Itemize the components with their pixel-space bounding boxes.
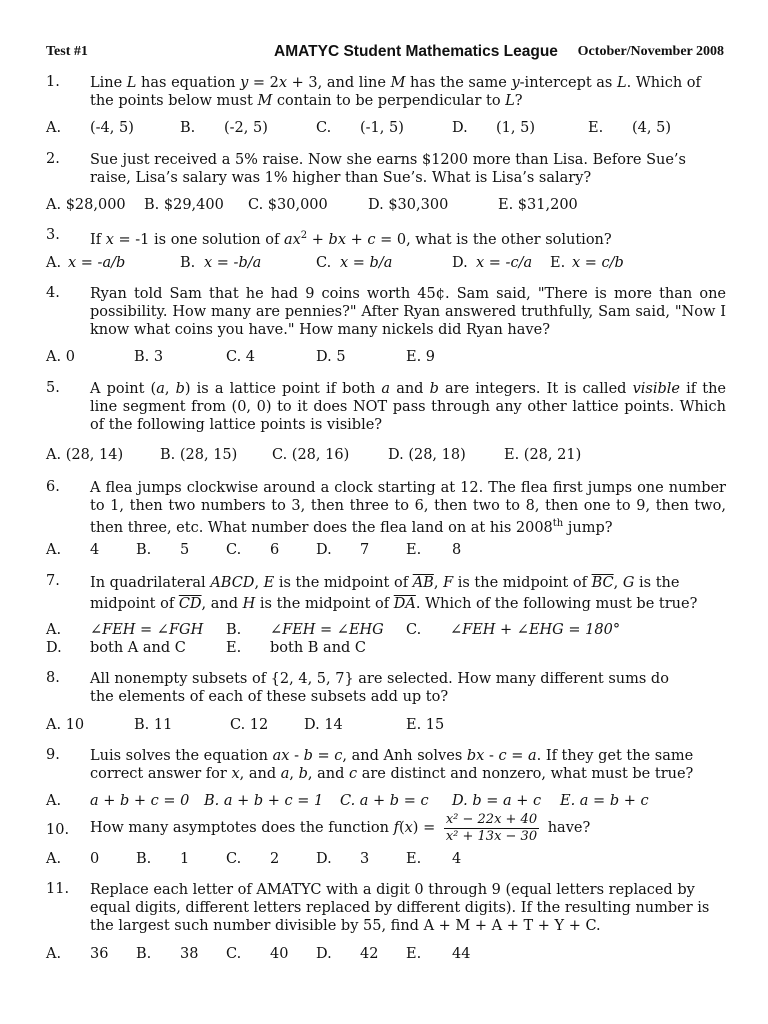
choice-text: B. xyxy=(136,542,152,558)
text-run: A point ( xyxy=(90,381,157,397)
choice-text: 3 xyxy=(360,851,370,867)
text-run: and xyxy=(390,381,430,397)
choice-text: D. 14 xyxy=(304,717,343,733)
text-run: c xyxy=(367,231,376,248)
choice-text: E. (28, 21) xyxy=(504,447,582,463)
choice-text: B. xyxy=(180,255,196,271)
choice-text: B. xyxy=(136,946,152,962)
choice-text: B. a + b + c = 1 xyxy=(204,793,324,809)
question-8 xyxy=(46,670,726,706)
text-run: -intercept as xyxy=(519,75,617,91)
choice-text: C. (28, 16) xyxy=(272,447,350,463)
choice-text: 2 xyxy=(270,851,280,867)
question-text: All nonempty subsets of {2, 4, 5, 7} are selected. How many different sums do the elements of each of these subsets add up to? xyxy=(90,671,669,705)
text-run: , xyxy=(254,575,264,591)
answer-choices xyxy=(46,792,726,810)
choice-text: B. (28, 15) xyxy=(160,447,238,463)
text-run: x xyxy=(278,75,288,91)
choice-text: C. xyxy=(316,120,332,136)
choice-text: C. 4 xyxy=(226,349,256,365)
text-run: is the midpoint of xyxy=(453,575,592,591)
choice-text: (-1, 5) xyxy=(360,120,404,136)
choice-text: C. a + b = c xyxy=(340,793,429,809)
choice-text: D. b = a + c xyxy=(452,793,542,809)
question-number: 3. xyxy=(46,227,60,243)
answer-choices xyxy=(46,850,726,868)
choice-text: 42 xyxy=(360,946,379,962)
choice-text: (4, 5) xyxy=(632,120,671,136)
choice-text: x = -b/a xyxy=(204,255,262,271)
text-run: a xyxy=(156,381,165,397)
question-1 xyxy=(46,74,726,110)
question-text: Sue just received a 5% raise. Now she earns $1200 more than Lisa. Before Sue’s raise, Lisa’s salary was 1% higher than Sue’s. What is Lisa’s salary? xyxy=(90,152,686,186)
text-run: , xyxy=(613,575,623,591)
text-run: Luis solves the equation xyxy=(90,748,273,764)
choice-text: C. xyxy=(226,851,242,867)
choice-text: B. $29,400 xyxy=(144,197,224,213)
text-run: . Which of the points below must xyxy=(90,75,701,109)
choice-text: 4 xyxy=(452,851,462,867)
choice-text: ∠FEH = ∠EHG xyxy=(270,622,384,638)
choice-text: C. xyxy=(226,946,242,962)
choice-text: E. xyxy=(406,946,422,962)
text-run: bx xyxy=(328,231,346,248)
choice-text: E. xyxy=(550,255,566,271)
text-run: y xyxy=(240,75,249,91)
question-7 xyxy=(46,573,726,615)
choice-text: B. xyxy=(136,851,152,867)
fraction xyxy=(444,812,539,845)
question-text xyxy=(90,227,726,249)
text-run: x xyxy=(404,820,413,836)
choice-text: C. xyxy=(316,255,332,271)
text-run: bx xyxy=(466,748,485,764)
answer-choices xyxy=(46,621,726,639)
denominator: x² + 13x − 30 xyxy=(445,828,538,844)
text-run: x xyxy=(105,231,114,248)
text-run: 2 xyxy=(300,230,308,241)
question-text: Replace each letter of AMATYC with a digit 0 through 9 (equal letters replaced by equal digits, different letters replaced by different digits). If the resulting number is the largest such number divisible by 55, find A + M + A + T + Y + C. xyxy=(90,882,710,934)
text-run: L xyxy=(505,93,515,109)
choice-text: E. xyxy=(406,851,422,867)
choice-text: 8 xyxy=(452,542,462,558)
choice-text: A. 10 xyxy=(46,717,85,733)
question-5 xyxy=(46,380,726,434)
question-number: 2. xyxy=(46,151,60,167)
test-date: October/November 2008 xyxy=(577,44,724,59)
question-text xyxy=(90,573,726,615)
text-run: ax xyxy=(283,231,301,248)
choice-text: D. xyxy=(316,542,332,558)
text-run: G xyxy=(622,575,635,591)
text-run: , xyxy=(433,575,444,591)
text-run: th xyxy=(552,518,564,529)
answer-choices xyxy=(46,945,726,963)
choice-text: 7 xyxy=(360,542,370,558)
text-run: . If they get the same correct answer for xyxy=(90,748,694,782)
text-run: , and xyxy=(239,766,281,782)
question-number: 6. xyxy=(46,479,60,495)
test-number: Test #1 xyxy=(46,44,88,59)
numerator: x² − 22x + 40 xyxy=(445,811,538,827)
text-run: = xyxy=(312,748,335,764)
text-run: = 2 xyxy=(248,75,279,91)
question-number: 9. xyxy=(46,747,60,763)
text-run: In quadrilateral xyxy=(90,575,211,591)
question-number: 11. xyxy=(46,881,70,897)
choice-text: D. xyxy=(316,946,332,962)
answer-choices xyxy=(46,716,726,734)
text-run: $\overline{CD}$ xyxy=(178,596,202,612)
choice-text: A. xyxy=(46,946,62,962)
choice-text: (-4, 5) xyxy=(90,120,134,136)
text-run: , and Anh solves xyxy=(342,748,467,764)
choice-text: x = -c/a xyxy=(476,255,533,271)
choice-text: 5 xyxy=(180,542,190,558)
text-run: c xyxy=(334,748,343,764)
question-number: 8. xyxy=(46,670,60,686)
answer-choices xyxy=(46,541,726,559)
text-run: A flea jumps clockwise around a clock starting at 12. The flea first jumps one number to 1, then two numbers to 3, then three to 6, then two to 8, then one to 9, then two, then three, etc. What number does the flea land on at his 2008 xyxy=(90,480,726,536)
text-run: ( xyxy=(398,820,405,836)
text-run: ? xyxy=(514,93,523,109)
text-run: c xyxy=(498,748,507,764)
text-run: + 3, and line xyxy=(287,75,391,91)
answer-choices xyxy=(46,196,726,214)
choice-text: E. 15 xyxy=(406,717,445,733)
choice-text: both B and C xyxy=(270,640,367,656)
choice-text: (-2, 5) xyxy=(224,120,268,136)
question-number: 1. xyxy=(46,74,60,90)
choice-text: ∠FEH = ∠FGH xyxy=(90,622,204,638)
choice-text: D. (28, 18) xyxy=(388,447,466,463)
question-10 xyxy=(46,810,726,846)
choice-text: E. $31,200 xyxy=(498,197,578,213)
text-run: L xyxy=(617,75,627,91)
choice-text: D. xyxy=(46,640,62,656)
text-run: is the midpoint of xyxy=(274,575,413,591)
text-run: = xyxy=(506,748,528,764)
question-number: 7. xyxy=(46,573,60,589)
answer-choices xyxy=(46,119,726,137)
text-run: M xyxy=(257,93,273,109)
choice-text: E. xyxy=(588,120,604,136)
text-run: is the midpoint of xyxy=(90,575,680,612)
question-number: 5. xyxy=(46,380,60,396)
choice-text: A. xyxy=(46,120,62,136)
text-run: have? xyxy=(543,820,591,836)
league-title: AMATYC Student Mathematics League xyxy=(274,43,558,60)
choice-text: 36 xyxy=(90,946,109,962)
choice-text: E. xyxy=(226,640,242,656)
choice-text: A. xyxy=(46,255,62,271)
text-run: ) is a lattice point if both xyxy=(184,381,382,397)
text-run: M xyxy=(390,75,406,91)
text-run: How many asymptotes does the function xyxy=(90,820,394,836)
text-run: - xyxy=(289,748,304,764)
text-run: If xyxy=(90,231,106,248)
question-3 xyxy=(46,227,726,249)
text-run: $\overline{BC}$ xyxy=(591,575,614,591)
choice-text: C. xyxy=(406,622,422,638)
choice-text: 1 xyxy=(180,851,190,867)
text-run: b xyxy=(429,381,439,397)
question-text xyxy=(90,74,726,110)
question-text xyxy=(90,479,726,537)
choice-text: x = c/b xyxy=(572,255,624,271)
text-run: , xyxy=(289,766,299,782)
text-run: a xyxy=(280,766,290,782)
choice-text: D. 5 xyxy=(316,349,346,365)
choice-text: x = b/a xyxy=(340,255,393,271)
text-run: $\overline{DA}$ xyxy=(393,596,416,612)
choice-text: D. xyxy=(452,120,468,136)
choice-text: D. xyxy=(316,851,332,867)
text-run: b xyxy=(298,766,308,782)
question-text xyxy=(90,810,726,846)
text-run: = -1 is one solution of xyxy=(113,231,284,248)
choice-text: C. $30,000 xyxy=(248,197,328,213)
text-run: = 0, what is the other solution? xyxy=(375,231,612,248)
choice-text: B. xyxy=(180,120,196,136)
question-4 xyxy=(46,285,726,339)
choice-text: (1, 5) xyxy=(496,120,535,136)
choice-text: E. 9 xyxy=(406,349,436,365)
text-run: y xyxy=(511,75,520,91)
text-run: + xyxy=(346,231,368,248)
choice-text: C. xyxy=(226,542,242,558)
choice-text: 6 xyxy=(270,542,280,558)
text-run: E xyxy=(263,575,275,591)
text-run: is the midpoint of xyxy=(255,596,394,612)
choice-text: B. xyxy=(226,622,242,638)
text-run: f xyxy=(393,820,399,836)
choice-text: 40 xyxy=(270,946,289,962)
choice-text: both A and C xyxy=(90,640,186,656)
choice-text: A. (28, 14) xyxy=(46,447,124,463)
choice-text: A. 0 xyxy=(46,349,75,365)
text-run: has the same xyxy=(405,75,512,91)
choice-text: B. 3 xyxy=(134,349,164,365)
question-6 xyxy=(46,479,726,537)
text-run: has equation xyxy=(136,75,241,91)
choice-text: x = -a/b xyxy=(68,255,126,271)
text-run: a xyxy=(381,381,391,397)
choice-text: A. xyxy=(46,542,62,558)
text-run: jump? xyxy=(563,519,613,536)
question-11 xyxy=(46,881,726,935)
text-run: ABCD xyxy=(210,575,255,591)
choice-text: D. $30,300 xyxy=(368,197,449,213)
answer-choices xyxy=(46,254,726,272)
text-run: b xyxy=(303,748,313,764)
choice-text: C. 12 xyxy=(230,717,269,733)
text-run: - xyxy=(484,748,499,764)
text-run: contain to be perpendicular to xyxy=(272,93,506,109)
text-run: , and xyxy=(307,766,349,782)
question-text: Ryan told Sam that he had 9 coins worth 45¢. Sam said, "There is more than one possibility. How many are pennies?" After Ryan answered truthfully, Sam said, "Now I know what coins you have." How many nickels did Ryan have? xyxy=(90,286,726,338)
text-run: , and xyxy=(201,596,243,612)
choice-text: A. xyxy=(46,622,62,638)
text-run: are integers. It is called xyxy=(438,381,633,397)
question-number: 10. xyxy=(46,822,70,838)
text-run: if the line segment from (0, 0) to it does NOT pass through any other lattice points. Which of the following lattice points is visible? xyxy=(90,381,726,433)
choice-text: B. 11 xyxy=(134,717,173,733)
text-run: ) = xyxy=(412,820,440,836)
choice-text: 44 xyxy=(452,946,471,962)
question-text xyxy=(90,747,726,783)
question-number: 4. xyxy=(46,285,60,301)
text-run: $\overline{AB}$ xyxy=(412,575,434,591)
text-run: H xyxy=(242,596,256,612)
text-run: visible xyxy=(632,381,680,397)
question-text xyxy=(90,380,726,434)
choice-text: E. xyxy=(406,542,422,558)
choice-text: A. xyxy=(46,851,62,867)
text-run: + xyxy=(307,231,329,248)
text-run: ax xyxy=(272,748,290,764)
answer-choices xyxy=(46,639,726,657)
text-run: , xyxy=(164,381,176,397)
text-run: . Which of the following must be true? xyxy=(415,596,698,612)
answer-choices xyxy=(46,446,726,464)
text-run: b xyxy=(175,381,185,397)
answer-choices xyxy=(46,348,726,366)
page-header xyxy=(46,44,724,64)
choice-text: ∠FEH + ∠EHG = 180° xyxy=(450,622,621,638)
choice-text: E. a = b + c xyxy=(560,793,649,809)
question-9 xyxy=(46,747,726,783)
choice-text: D. xyxy=(452,255,468,271)
choice-text: 0 xyxy=(90,851,100,867)
text-run: x xyxy=(231,766,240,782)
text-run: Line xyxy=(90,75,127,91)
choice-text: 4 xyxy=(90,542,100,558)
choice-text: a + b + c = 0 xyxy=(90,793,190,809)
choice-text: A. xyxy=(46,793,62,809)
question-2 xyxy=(46,151,726,187)
text-run: are distinct and nonzero, what must be true? xyxy=(357,766,694,782)
choice-text: 38 xyxy=(180,946,199,962)
text-run: c xyxy=(349,766,358,782)
choice-text: A. $28,000 xyxy=(46,197,126,213)
text-run: L xyxy=(126,75,137,91)
text-run: F xyxy=(443,575,454,591)
text-run: a xyxy=(527,748,537,764)
